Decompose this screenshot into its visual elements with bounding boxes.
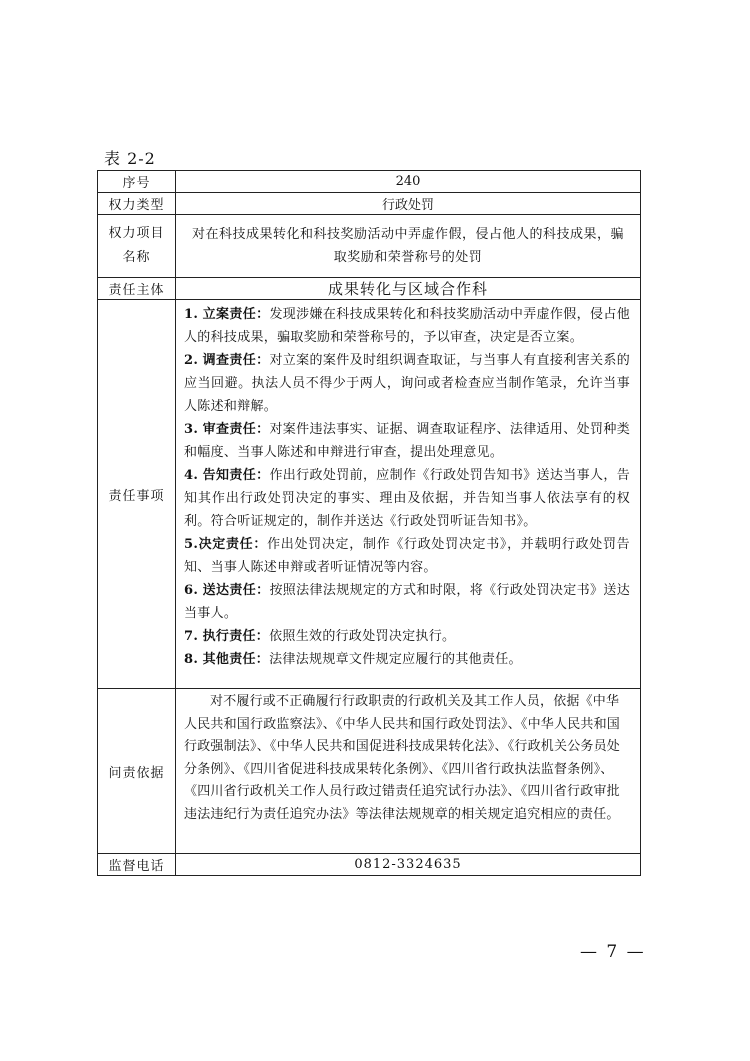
duty-title: 其他责任：	[202, 652, 270, 667]
power-type-value: 行政处罚	[176, 193, 641, 215]
power-type-label: 权力类型	[98, 193, 176, 215]
item-name-label	[98, 215, 176, 278]
table-row-power-type	[98, 193, 641, 215]
table-row-duties	[98, 300, 641, 689]
duties-list	[176, 300, 641, 689]
duty-item	[184, 625, 630, 648]
duty-title: 告知责任：	[202, 468, 270, 483]
duty-item	[184, 533, 630, 579]
duty-num: 1.	[184, 307, 199, 322]
subject-label: 责任主体	[98, 278, 176, 300]
duty-item	[184, 579, 630, 625]
table-label: 表 2-2	[104, 149, 156, 168]
duty-text: 作出处罚决定，制作《行政处罚决定书》，并载明行政处罚告知、当事人陈述申辩或者听证情况等内容。	[184, 537, 630, 575]
duty-num: 7.	[184, 629, 199, 644]
duty-text: 按照法律法规规定的方式和时限，将《行政处罚决定书》送达当事人。	[184, 583, 630, 621]
accountability-value: 对不履行或不正确履行行政职责的行政机关及其工作人员，依据《中华人民共和国行政监察法》、《中华人民共和国行政处罚法》、《中华人民共和国行政强制法》、《中华人民共和国促进科技成果转化法》、《行政机关公务员处分条例》、《四川省促进科技成果转化条例》、《四川省行政执法监督条例》、《四川省行政机关工作人员行政过错责任追究试行办法》、《四川省行政审批违法违纪行为责任追究办法》等法律法规规章的相关规定追究相应的责任。	[176, 689, 641, 854]
item-name-label-line2: 名称	[122, 250, 151, 265]
serial-label: 序号	[98, 171, 176, 193]
phone-label: 监督电话	[98, 854, 176, 876]
item-name-label-line1: 权力项目	[108, 226, 165, 241]
table-row-subject	[98, 278, 641, 300]
subject-value: 成果转化与区域合作科	[176, 278, 641, 300]
duty-item	[184, 464, 630, 533]
duty-title: 送达责任：	[202, 583, 270, 598]
duty-title: 执行责任：	[202, 629, 270, 644]
item-name-value: 对在科技成果转化和科技奖励活动中弄虚作假，侵占他人的科技成果，骗取奖励和荣誉称号的处罚	[176, 215, 641, 278]
duty-item	[184, 648, 630, 671]
duty-title: 立案责任：	[202, 307, 270, 322]
table-row-accountability	[98, 689, 641, 854]
duty-num: 5.	[184, 537, 199, 552]
duty-num: 4.	[184, 468, 199, 483]
duty-text: 作出行政处罚前，应制作《行政处罚告知书》送达当事人，告知其作出行政处罚决定的事实、理由及依据，并告知当事人依法享有的权利。符合听证规定的，制作并送达《行政处罚听证告知书》。	[184, 468, 630, 529]
table-row-serial	[98, 171, 641, 193]
phone-value: 0812-3324635	[176, 854, 641, 876]
duty-num: 2.	[184, 353, 199, 368]
power-duty-table	[97, 170, 641, 876]
duty-item	[184, 349, 630, 418]
duty-text: 发现涉嫌在科技成果转化和科技奖励活动中弄虚作假，侵占他人的科技成果，骗取奖励和荣誉称号的，予以审查，决定是否立案。	[184, 307, 630, 345]
table-row-item-name	[98, 215, 641, 278]
duty-item	[184, 418, 630, 464]
duty-text: 法律法规规章文件规定应履行的其他责任。	[269, 652, 522, 667]
table-row-phone	[98, 854, 641, 876]
duty-text: 依照生效的行政处罚决定执行。	[269, 629, 456, 644]
accountability-label: 问责依据	[98, 689, 176, 854]
duty-text: 对案件违法事实、证据、调查取证程序、法律适用、处罚种类和幅度、当事人陈述和申辩进行审查，提出处理意见。	[184, 422, 630, 460]
page-number: — 7 —	[580, 942, 646, 962]
duty-num: 3.	[184, 422, 199, 437]
duty-title: 审查责任：	[202, 422, 270, 437]
duty-item	[184, 303, 630, 349]
duty-num: 6.	[184, 583, 199, 598]
duty-title: 调查责任：	[202, 353, 270, 368]
duties-label: 责任事项	[98, 300, 176, 689]
duty-title: 决定责任：	[198, 537, 268, 552]
duty-text: 对立案的案件及时组织调查取证，与当事人有直接利害关系的应当回避。执法人员不得少于两人，询问或者检查应当制作笔录，允许当事人陈述和辩解。	[184, 353, 630, 414]
duty-num: 8.	[184, 652, 199, 667]
serial-value: 240	[176, 171, 641, 193]
